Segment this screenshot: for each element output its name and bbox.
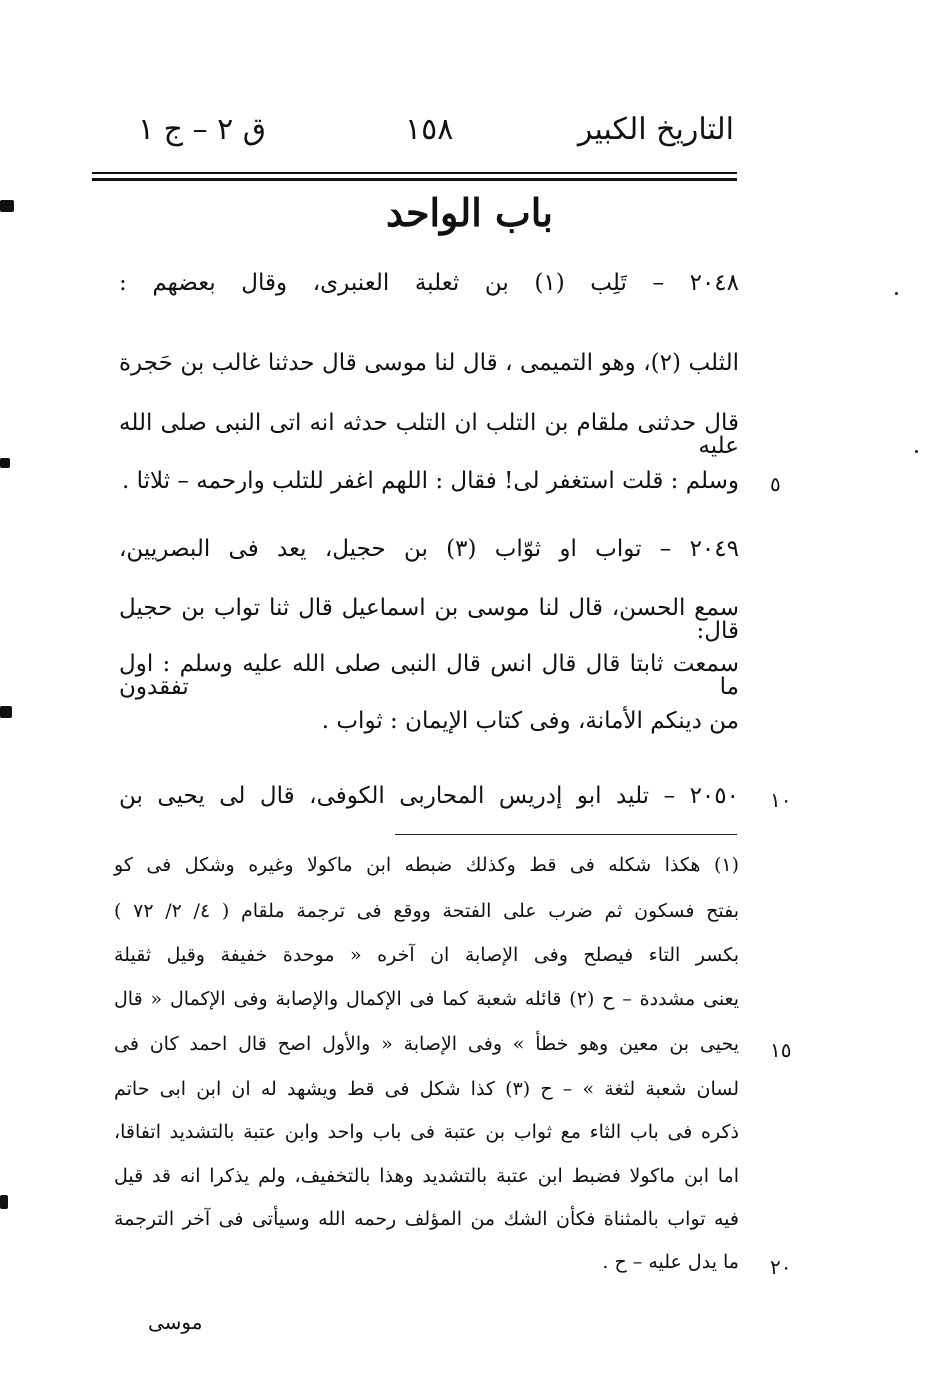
footnote-line: لسان شعبة لثغة » – ح (٣) كذا شكل فى قط ويشهد له ان ابن ابى حاتم [114, 1078, 739, 1100]
header-rule [92, 172, 737, 174]
scan-dot [915, 450, 918, 453]
volume-reference: ق ٢ – ج ١ [138, 112, 267, 147]
chapter-title: باب الواحد [386, 190, 553, 235]
main-text-line: ٢٠٤٩ – تواب او ثوّاب (٣) بن حجيل، يعد فى البصريين، [119, 536, 739, 562]
main-text-line: سمعت ثابتا قال قال انس قال النبى صلى الله عليه وسلم : اول ما تفقدون [119, 651, 739, 700]
footnote-line: (١) هكذا شكله فى قط وكذلك ضبطه ابن ماكولا وغيره وشكل فى كو [114, 854, 739, 876]
footnote-line: يعنى مشددة – ح (٢) قائله شعبة كما فى الإكمال والإصابة وفى الإكمال « قال [114, 988, 739, 1010]
line-number: ١٠ [770, 788, 792, 812]
main-text-line: ٢٠٥٠ – تليد ابو إدريس المحاربى الكوفى، قال لى يحيى بن [119, 783, 739, 809]
line-number: ٥ [770, 472, 781, 496]
running-title: التاريخ الكبير [577, 112, 734, 147]
scan-mark [0, 200, 14, 212]
footnote-line: يحيى بن معين وهو خطأ » وفى الإصابة « والأول اصح قال احمد كان فى [114, 1033, 739, 1055]
footnote-line: اما ابن ماكولا فضبط ابن عتبة بالتشديد وهذا بالتخفيف، ولم يذكرا انه قد قيل [114, 1165, 739, 1187]
footnote-line: بكسر التاء فيصلح وفى الإصابة ان آخره « موحدة خفيفة وقيل ثقيلة [114, 944, 739, 966]
main-text-line: ٢٠٤٨ – تَلِب (١) بن ثعلبة العنبرى، وقال بعضهم : [119, 270, 740, 296]
catchword: موسى [148, 1310, 203, 1334]
main-text-line: سمع الحسن، قال لنا موسى بن اسماعيل قال ثنا تواب بن حجيل قال: [119, 595, 739, 644]
header-rule-thick [92, 178, 737, 181]
line-number: ١٥ [770, 1038, 792, 1062]
main-text-line: من دينكم الأمانة، وفى كتاب الإيمان : ثواب . [321, 708, 739, 734]
footnote-line: بفتح فسكون ثم ضرب على الفتحة ووقع فى ترجمة ملقام ( ٤/ ٢/ ٧٢ ) [114, 900, 739, 922]
footnote-line: ما يدل عليه – ح . [602, 1251, 739, 1273]
footnote-line: ذكره فى باب الثاء مع ثواب بن عتبة فى باب واحد وابن عتبة بالتشديد اتفاقا، [114, 1121, 739, 1143]
main-text-line: الثلب (٢)، وهو التميمى ، قال لنا موسى قال حدثنا غالب بن حَجرة [119, 350, 739, 376]
footnote-line: فيه تواب بالمثناة فكأن الشك من المؤلف رحمه الله وسيأتى فى آخر الترجمة [114, 1208, 739, 1230]
footnote-rule [395, 834, 737, 835]
main-text-line: قال حدثنى ملقام بن التلب ان التلب حدثه انه اتى النبى صلى الله عليه [119, 410, 739, 459]
main-text-line: وسلم : قلت استغفر لى! فقال : اللهم اغفر للتلب وارحمه – ثلاثا . [121, 468, 739, 494]
scan-mark [0, 706, 12, 718]
scan-mark [0, 458, 10, 468]
page-number: ١٥٨ [405, 112, 454, 147]
scan-dot [895, 292, 898, 295]
line-number: ٢٠ [770, 1255, 792, 1279]
scan-mark [0, 1195, 8, 1209]
